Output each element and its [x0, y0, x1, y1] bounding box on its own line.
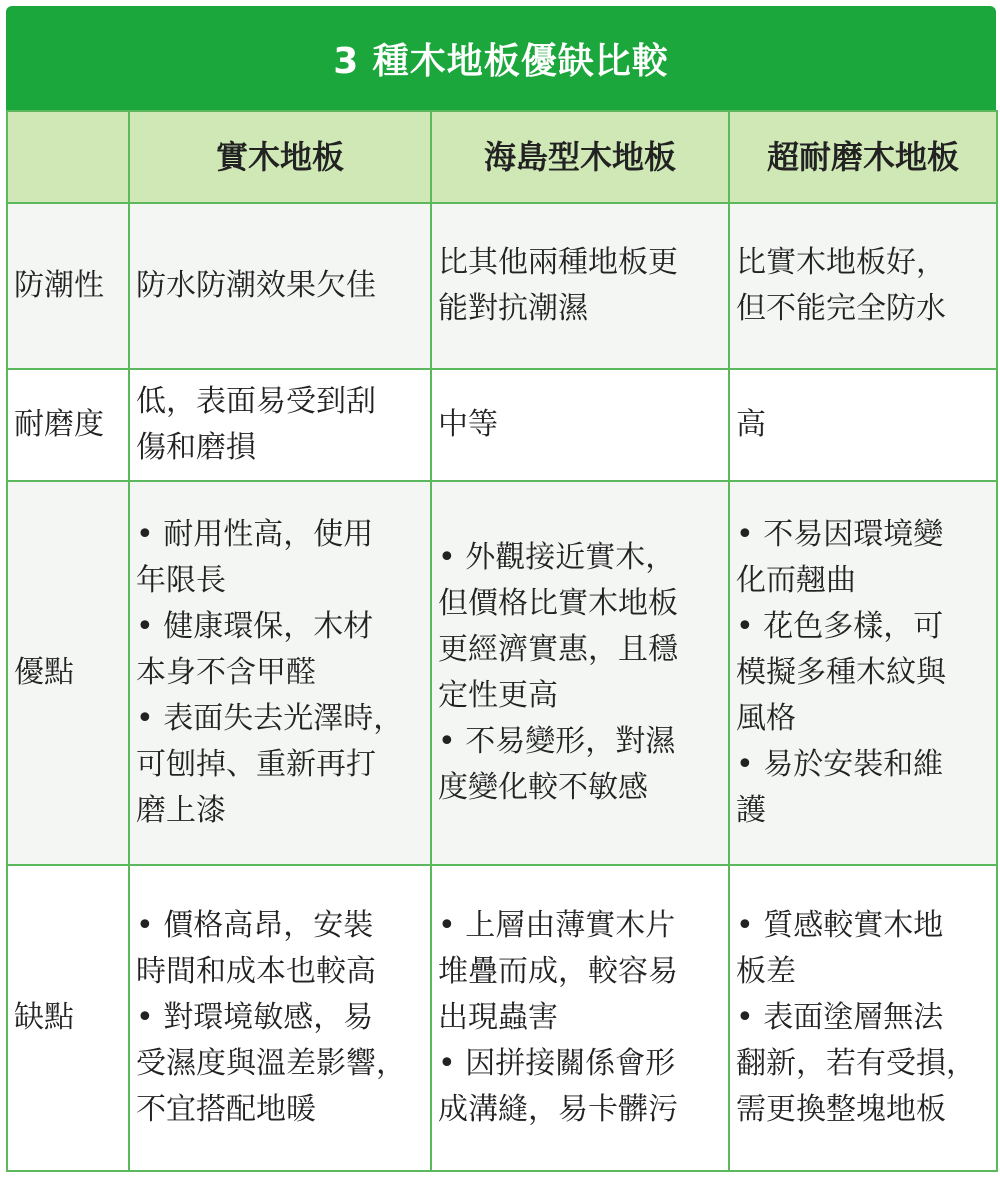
cell-line: • 耐用性高，使用 [136, 517, 374, 552]
cell-line: • 質感較實木地 [736, 908, 944, 943]
header-cell-engineered-wood: 海島型木地板 [431, 111, 729, 203]
cell-line: 但不能完全防水 [736, 291, 946, 326]
cell-line: 需更換整塊地板 [736, 1092, 946, 1127]
cell-line: 可刨掉、重新再打 [136, 747, 376, 782]
cell-cons-solid [129, 865, 431, 1171]
cell-line: • 不易因環境變 [736, 517, 944, 552]
comparison-table [6, 110, 998, 1172]
table-row-cons [7, 865, 997, 1171]
cell-pros-engineered [431, 481, 729, 865]
cell-line: 傷和磨損 [136, 430, 256, 465]
cell-line: • 外觀接近實木， [438, 540, 676, 575]
cell-line: 低，表面易受到刮 [136, 384, 376, 419]
cell-wear-laminate [729, 369, 997, 481]
cell-line: • 因拼接關係會形 [438, 1046, 676, 1081]
cell-cons-engineered [431, 865, 729, 1171]
cell-line: 護 [736, 793, 766, 828]
cell-line: 不宜搭配地暖 [136, 1092, 316, 1127]
header-cell-empty [7, 111, 129, 203]
cell-line: 風格 [736, 701, 796, 736]
row-label-pros: 優點 [7, 481, 129, 865]
cell-line: 翻新，若有受損， [736, 1046, 976, 1081]
cell-line: 度變化較不敏感 [438, 770, 648, 805]
cell-line: 本身不含甲醛 [136, 655, 316, 690]
header-row [7, 111, 997, 203]
cell-line: 定性更高 [438, 678, 558, 713]
cell-line: 中等 [438, 407, 498, 442]
cell-line: • 不易變形，對濕 [438, 724, 676, 759]
cell-moisture-laminate [729, 203, 997, 369]
cell-line: 堆疊而成，較容易 [438, 954, 678, 989]
cell-cons-laminate [729, 865, 997, 1171]
table-row-moisture [7, 203, 997, 369]
cell-line: • 表面失去光澤時， [136, 701, 404, 736]
table-row-wear [7, 369, 997, 481]
cell-line: 能對抗潮濕 [438, 291, 588, 326]
cell-line: 化而翹曲 [736, 563, 856, 598]
cell-pros-solid [129, 481, 431, 865]
cell-line: 成溝縫，易卡髒污 [438, 1092, 678, 1127]
header-cell-laminate: 超耐磨木地板 [729, 111, 997, 203]
cell-line: • 價格高昂，安裝 [136, 908, 374, 943]
cell-line: • 花色多樣，可 [736, 609, 944, 644]
cell-line: 年限長 [136, 563, 226, 598]
header-cell-solid-wood: 實木地板 [129, 111, 431, 203]
cell-line: 防水防潮效果欠佳 [136, 268, 376, 303]
cell-line: 但價格比實木地板 [438, 586, 678, 621]
cell-line: 高 [736, 407, 766, 442]
cell-line: 時間和成本也較高 [136, 954, 376, 989]
cell-line: 比其他兩種地板更 [438, 245, 678, 280]
cell-line: • 對環境敏感，易 [136, 1000, 374, 1035]
cell-line: • 易於安裝和維 [736, 747, 944, 782]
cell-wear-solid [129, 369, 431, 481]
cell-line: • 健康環保，木材 [136, 609, 374, 644]
cell-line: 比實木地板好， [736, 245, 946, 280]
cell-line: 磨上漆 [136, 793, 226, 828]
cell-line: 受濕度與溫差影響， [136, 1046, 406, 1081]
cell-moisture-engineered [431, 203, 729, 369]
row-label-moisture: 防潮性 [7, 203, 129, 369]
cell-moisture-solid [129, 203, 431, 369]
row-label-cons: 缺點 [7, 865, 129, 1171]
cell-line: • 上層由薄實木片 [438, 908, 676, 943]
row-label-wear: 耐磨度 [7, 369, 129, 481]
cell-pros-laminate [729, 481, 997, 865]
cell-wear-engineered [431, 369, 729, 481]
cell-line: 板差 [736, 954, 796, 989]
table-title: 3 種木地板優缺比較 [6, 6, 996, 110]
cell-line: 更經濟實惠，且穩 [438, 632, 678, 667]
cell-line: 模擬多種木紋與 [736, 655, 946, 690]
cell-line: 出現蟲害 [438, 1000, 558, 1035]
table-row-pros [7, 481, 997, 865]
cell-line: • 表面塗層無法 [736, 1000, 944, 1035]
